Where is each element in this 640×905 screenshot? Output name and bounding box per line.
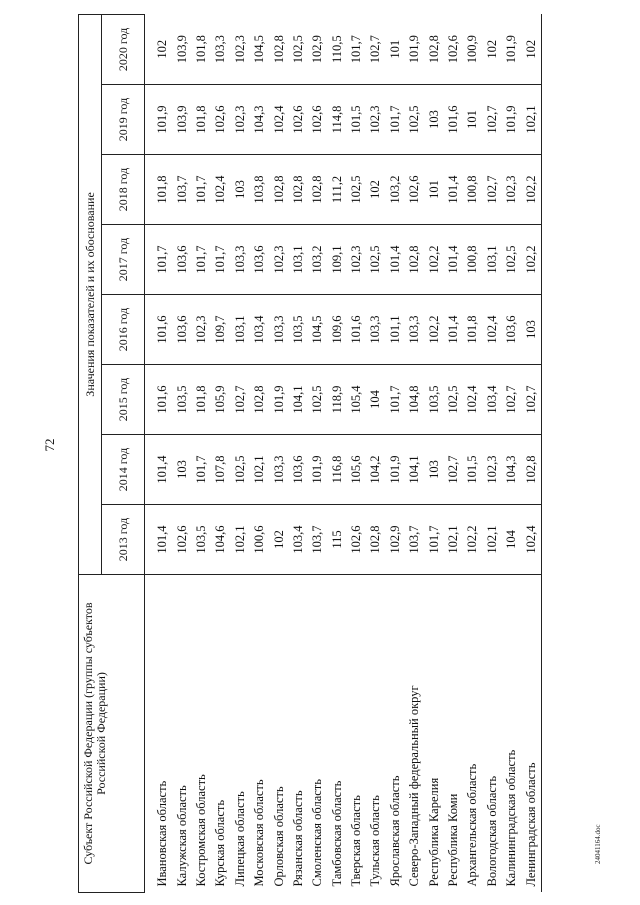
- value-cell: 104: [502, 505, 521, 575]
- value-cell: 101,4: [444, 225, 463, 295]
- value-cell: 103,6: [172, 225, 191, 295]
- value-cell: 102,1: [444, 505, 463, 575]
- value-cell: 102,2: [424, 225, 443, 295]
- value-cell: 102,4: [211, 155, 230, 225]
- value-cell: 103: [424, 85, 443, 155]
- value-cell: 102,8: [424, 14, 443, 84]
- value-cell: 102,2: [521, 155, 541, 225]
- table-row: [145, 14, 173, 892]
- value-cell: 101,7: [424, 505, 443, 575]
- value-cell: 102,3: [347, 225, 366, 295]
- value-cell: 109,1: [328, 225, 347, 295]
- value-cell: 101,7: [192, 435, 211, 505]
- region-name: Тульская область: [366, 575, 385, 893]
- region-name: Ивановская область: [145, 575, 173, 893]
- value-cell: 104,5: [250, 14, 269, 84]
- value-cell: 102,7: [444, 435, 463, 505]
- value-cell: 103,9: [172, 14, 191, 84]
- table-row: [231, 14, 250, 892]
- region-name: Калининградская область: [502, 575, 521, 893]
- region-name: Липецкая область: [231, 575, 250, 893]
- group-header: Значения показателей и их обоснование: [79, 14, 102, 574]
- table-row: [308, 14, 327, 892]
- value-cell: 103,5: [172, 365, 191, 435]
- value-cell: 103,2: [386, 155, 405, 225]
- value-cell: 102,8: [269, 14, 288, 84]
- value-cell: 104,5: [308, 295, 327, 365]
- table-row: [502, 14, 521, 892]
- value-cell: 103,5: [192, 505, 211, 575]
- value-cell: 101,8: [192, 14, 211, 84]
- table-row: [347, 14, 366, 892]
- value-cell: 103,2: [308, 225, 327, 295]
- value-cell: 102,4: [269, 85, 288, 155]
- value-cell: 102: [521, 14, 541, 84]
- value-cell: 102,5: [231, 435, 250, 505]
- value-cell: 103,7: [308, 505, 327, 575]
- region-name: Северо-Западный федеральный округ: [405, 575, 424, 893]
- value-cell: 102: [145, 14, 173, 84]
- value-cell: 102: [366, 155, 385, 225]
- value-cell: 101,1: [386, 295, 405, 365]
- value-cell: 101,7: [386, 85, 405, 155]
- value-cell: 101,7: [211, 225, 230, 295]
- value-cell: 102,5: [347, 155, 366, 225]
- table-row: [366, 14, 385, 892]
- region-name: Московская область: [250, 575, 269, 893]
- value-cell: 103,7: [172, 155, 191, 225]
- value-cell: 103: [521, 295, 541, 365]
- value-cell: 103: [172, 435, 191, 505]
- value-cell: 103: [424, 435, 443, 505]
- value-cell: 102,6: [289, 85, 308, 155]
- year-header: 2017 год: [102, 225, 145, 295]
- table-row: [328, 14, 347, 892]
- value-cell: 103,6: [172, 295, 191, 365]
- year-header: 2015 год: [102, 365, 145, 435]
- table-row: [405, 14, 424, 892]
- value-cell: 104,1: [405, 435, 424, 505]
- value-cell: 102,3: [231, 14, 250, 84]
- value-cell: 101,4: [145, 505, 173, 575]
- value-cell: 111,2: [328, 155, 347, 225]
- region-name: Республика Коми: [444, 575, 463, 893]
- value-cell: 103: [231, 155, 250, 225]
- value-cell: 104,1: [289, 365, 308, 435]
- value-cell: 103,1: [289, 225, 308, 295]
- value-cell: 102,8: [405, 225, 424, 295]
- value-cell: 102,5: [405, 85, 424, 155]
- value-cell: 101: [463, 85, 482, 155]
- value-cell: 110,5: [328, 14, 347, 84]
- value-cell: 101,4: [444, 295, 463, 365]
- table-row: [521, 14, 541, 892]
- value-cell: 102,2: [463, 505, 482, 575]
- value-cell: 101,8: [145, 155, 173, 225]
- region-name: Ленинградская область: [521, 575, 541, 893]
- value-cell: 102,1: [231, 505, 250, 575]
- value-cell: 103,8: [250, 155, 269, 225]
- value-cell: 103,1: [483, 225, 502, 295]
- value-cell: 102,1: [250, 435, 269, 505]
- region-name: Вологодская область: [483, 575, 502, 893]
- subject-header: Субъект Российской Федерации (группы субъектов Российской Федерации): [79, 575, 145, 893]
- value-cell: 102,5: [366, 225, 385, 295]
- value-cell: 102,9: [386, 505, 405, 575]
- value-cell: 103,4: [289, 505, 308, 575]
- value-cell: 101,7: [192, 155, 211, 225]
- value-cell: 103,1: [231, 295, 250, 365]
- value-cell: 100,8: [463, 225, 482, 295]
- value-cell: 102,2: [521, 225, 541, 295]
- region-name: Тверская область: [347, 575, 366, 893]
- value-cell: 104,6: [211, 505, 230, 575]
- value-cell: 102,7: [521, 365, 541, 435]
- value-cell: 101,6: [145, 295, 173, 365]
- value-cell: 102,7: [502, 365, 521, 435]
- value-cell: 100,9: [463, 14, 482, 84]
- value-cell: 103,6: [289, 435, 308, 505]
- region-name: Тамбовская область: [328, 575, 347, 893]
- value-cell: 102,4: [483, 295, 502, 365]
- table-row: [444, 14, 463, 892]
- value-cell: 102,8: [308, 155, 327, 225]
- value-cell: 116,8: [328, 435, 347, 505]
- value-cell: 103,3: [269, 435, 288, 505]
- value-cell: 103,4: [250, 295, 269, 365]
- table-row: [483, 14, 502, 892]
- value-cell: 102,1: [521, 85, 541, 155]
- value-cell: 102,6: [347, 505, 366, 575]
- value-cell: 105,9: [211, 365, 230, 435]
- value-cell: 101,5: [463, 435, 482, 505]
- rotated-table-container: [78, 15, 580, 893]
- value-cell: 102,3: [502, 155, 521, 225]
- region-name: Республика Карелия: [424, 575, 443, 893]
- value-cell: 102,8: [250, 365, 269, 435]
- table-row: [172, 14, 191, 892]
- value-cell: 104,2: [366, 435, 385, 505]
- value-cell: 102: [269, 505, 288, 575]
- table-row: [211, 14, 230, 892]
- value-cell: 102,8: [289, 155, 308, 225]
- table-row: [386, 14, 405, 892]
- value-cell: 102,7: [366, 14, 385, 84]
- value-cell: 102,7: [483, 85, 502, 155]
- region-name: Смоленская область: [308, 575, 327, 893]
- value-cell: 103,3: [269, 295, 288, 365]
- value-cell: 102,5: [444, 365, 463, 435]
- table-row: [250, 14, 269, 892]
- value-cell: 100,8: [463, 155, 482, 225]
- value-cell: 103,6: [250, 225, 269, 295]
- value-cell: 101,7: [386, 365, 405, 435]
- value-cell: 101,9: [502, 85, 521, 155]
- year-header: 2016 год: [102, 295, 145, 365]
- value-cell: 102,6: [405, 155, 424, 225]
- value-cell: 101,9: [386, 435, 405, 505]
- value-cell: 103,3: [231, 225, 250, 295]
- value-cell: 101,9: [145, 85, 173, 155]
- value-cell: 102,3: [366, 85, 385, 155]
- value-cell: 101,4: [444, 155, 463, 225]
- value-cell: 102,8: [366, 505, 385, 575]
- value-cell: 102,5: [289, 14, 308, 84]
- value-cell: 104,8: [405, 365, 424, 435]
- value-cell: 102,4: [521, 505, 541, 575]
- year-header: 2014 год: [102, 435, 145, 505]
- region-name: Ярославская область: [386, 575, 405, 893]
- value-cell: 102,7: [483, 155, 502, 225]
- footer-doc-code: 24041164.doc: [594, 824, 602, 864]
- table-row: [269, 14, 288, 892]
- value-cell: 102,5: [502, 225, 521, 295]
- value-cell: 102,2: [424, 295, 443, 365]
- value-cell: 101,4: [145, 435, 173, 505]
- value-cell: 101,8: [192, 85, 211, 155]
- indicator-table: [78, 14, 542, 893]
- region-name: Калужская область: [172, 575, 191, 893]
- value-cell: 118,9: [328, 365, 347, 435]
- value-cell: 101,8: [192, 365, 211, 435]
- value-cell: 103,3: [366, 295, 385, 365]
- value-cell: 105,4: [347, 365, 366, 435]
- value-cell: 102,9: [308, 14, 327, 84]
- value-cell: 105,6: [347, 435, 366, 505]
- value-cell: 101,7: [192, 225, 211, 295]
- value-cell: 101: [424, 155, 443, 225]
- value-cell: 109,6: [328, 295, 347, 365]
- value-cell: 104: [366, 365, 385, 435]
- value-cell: 102,8: [521, 435, 541, 505]
- value-cell: 103,5: [289, 295, 308, 365]
- region-name: Курская область: [211, 575, 230, 893]
- region-name: Архангельская область: [463, 575, 482, 893]
- value-cell: 103,7: [405, 505, 424, 575]
- value-cell: 101,8: [463, 295, 482, 365]
- value-cell: 100,6: [250, 505, 269, 575]
- value-cell: 102,3: [269, 225, 288, 295]
- value-cell: 103,5: [424, 365, 443, 435]
- region-name: Орловская область: [269, 575, 288, 893]
- value-cell: 114,8: [328, 85, 347, 155]
- value-cell: 101,9: [502, 14, 521, 84]
- value-cell: 102,5: [308, 365, 327, 435]
- value-cell: 102,7: [231, 365, 250, 435]
- value-cell: 103,4: [483, 365, 502, 435]
- value-cell: 115: [328, 505, 347, 575]
- value-cell: 102,1: [483, 505, 502, 575]
- value-cell: 102,3: [231, 85, 250, 155]
- value-cell: 101,9: [308, 435, 327, 505]
- value-cell: 101,5: [347, 85, 366, 155]
- value-cell: 103,6: [502, 295, 521, 365]
- year-header: 2020 год: [102, 14, 145, 84]
- value-cell: 102,8: [269, 155, 288, 225]
- value-cell: 101,6: [145, 365, 173, 435]
- value-cell: 102,4: [463, 365, 482, 435]
- value-cell: 109,7: [211, 295, 230, 365]
- region-name: Рязанская область: [289, 575, 308, 893]
- value-cell: 102,6: [444, 14, 463, 84]
- value-cell: 101,9: [405, 14, 424, 84]
- value-cell: 107,8: [211, 435, 230, 505]
- table-body: [145, 14, 542, 892]
- value-cell: 102,6: [211, 85, 230, 155]
- table-row: [289, 14, 308, 892]
- table-row: [424, 14, 443, 892]
- value-cell: 104,3: [502, 435, 521, 505]
- value-cell: 101,7: [347, 14, 366, 84]
- table-row: [463, 14, 482, 892]
- value-cell: 101,4: [386, 225, 405, 295]
- value-cell: 101,9: [269, 365, 288, 435]
- value-cell: 101,7: [145, 225, 173, 295]
- value-cell: 101,6: [347, 295, 366, 365]
- value-cell: 102,3: [192, 295, 211, 365]
- page-number: 72: [42, 438, 57, 452]
- value-cell: 103,3: [405, 295, 424, 365]
- value-cell: 102,6: [308, 85, 327, 155]
- year-header: 2019 год: [102, 85, 145, 155]
- value-cell: 101,6: [444, 85, 463, 155]
- region-name: Костромская область: [192, 575, 211, 893]
- value-cell: 102: [483, 14, 502, 84]
- year-header: 2013 год: [102, 505, 145, 575]
- value-cell: 102,6: [172, 505, 191, 575]
- value-cell: 104,3: [250, 85, 269, 155]
- table-row: [192, 14, 211, 892]
- value-cell: 101: [386, 14, 405, 84]
- value-cell: 103,3: [211, 14, 230, 84]
- year-header: 2018 год: [102, 155, 145, 225]
- value-cell: 102,3: [483, 435, 502, 505]
- value-cell: 103,9: [172, 85, 191, 155]
